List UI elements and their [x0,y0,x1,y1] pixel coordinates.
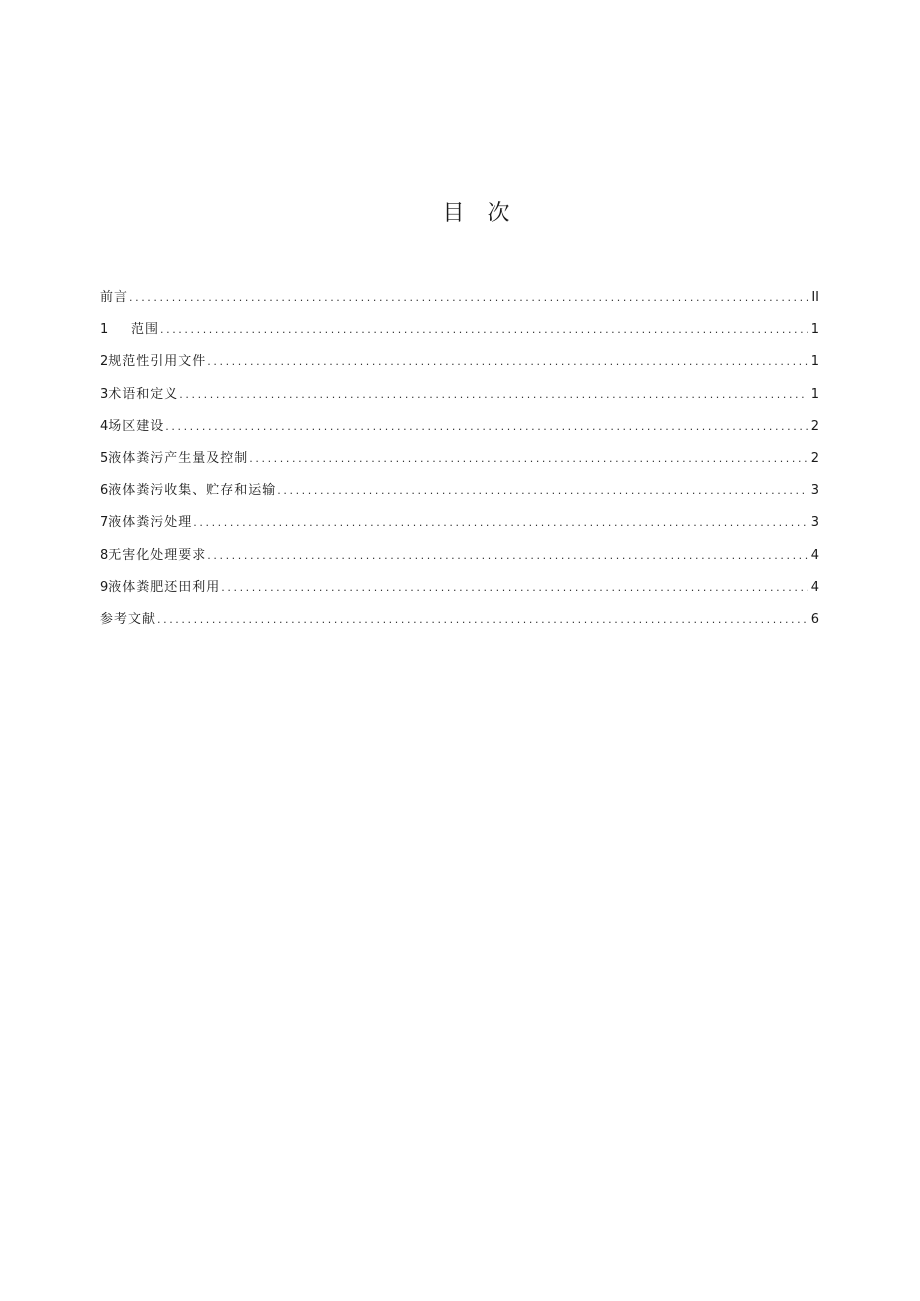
toc-entry-page: 6 [810,611,819,627]
dot-leader [157,604,808,636]
toc-entry-page: 2 [810,450,819,466]
toc-entry-page: 4 [810,547,819,563]
toc-entry-label: 液体粪污处理 [108,515,193,531]
toc-entry-manure-treatment[interactable] [100,507,819,539]
dot-leader [221,572,807,604]
dot-leader [249,443,807,475]
toc-entry-manure-production[interactable] [100,443,819,475]
toc-entry-number: 6 [100,483,109,499]
toc-title: 目 次 [442,201,518,226]
toc-entry-label: 术语和定义 [108,386,179,402]
toc-entry-page: 1 [810,354,819,370]
toc-entry-site-construction[interactable] [100,411,819,443]
toc-entry-number: 9 [100,579,109,595]
toc-entry-bibliography[interactable] [100,604,819,636]
toc-entry-label: 液体粪污收集、贮存和运输 [108,483,277,499]
toc-entry-page: 1 [810,322,819,338]
toc-entry-page: 3 [810,515,819,531]
toc-entry-page: 2 [810,418,819,434]
toc-entry-terms-definitions[interactable] [100,379,819,411]
toc-entry-label: 液体粪污产生量及控制 [108,450,249,466]
toc-entry-label: 液体粪肥还田利用 [108,579,221,595]
toc-entry-label: 场区建设 [108,418,165,434]
toc-entry-number: 7 [100,515,109,531]
toc-entry-number: 4 [100,418,109,434]
toc-entry-label: 规范性引用文件 [108,354,207,370]
toc-entry-number: 8 [100,547,109,563]
dot-leader [207,346,807,378]
toc-entry-label: 参考文献 [100,611,157,627]
toc-entry-normative-references[interactable] [100,346,819,378]
toc-entry-page: 1 [810,386,819,402]
toc-entry-label: 前言 [100,290,129,305]
toc-entry-page: II [811,290,819,305]
dot-leader [277,475,807,507]
toc-entry-number: 2 [100,354,109,370]
toc-entry-label: 范围 [131,322,160,338]
toc-entry-number: 5 [100,450,109,466]
table-of-contents [100,282,819,636]
toc-entry-foreword[interactable] [100,282,819,314]
toc-entry-page: 4 [810,579,819,595]
dot-leader [207,540,807,572]
dot-leader [129,282,808,314]
dot-leader [179,379,807,411]
toc-entry-page: 3 [810,483,819,499]
dot-leader [165,411,807,443]
toc-entry-scope[interactable] [100,314,819,346]
toc-entry-number: 1 [100,322,109,338]
toc-entry-label: 无害化处理要求 [108,547,207,563]
toc-entry-collection-storage-transport[interactable] [100,475,819,507]
dot-leader [193,507,807,539]
dot-leader [160,314,808,346]
toc-entry-number: 3 [100,386,109,402]
toc-entry-harmless-treatment[interactable] [100,540,819,572]
toc-entry-field-application[interactable] [100,572,819,604]
